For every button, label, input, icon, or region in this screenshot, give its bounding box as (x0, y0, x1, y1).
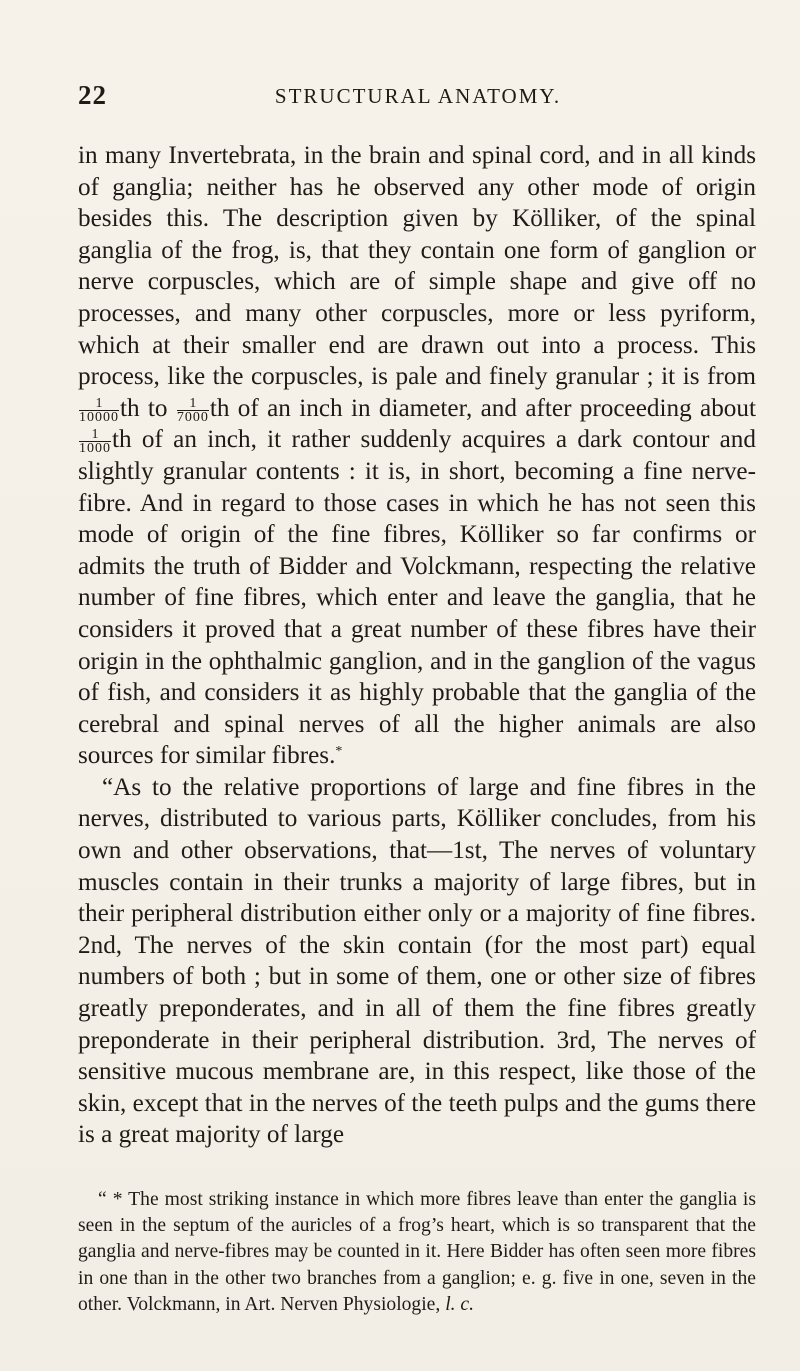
fraction-2-numerator: 1 (177, 397, 209, 411)
fraction-1 (79, 397, 119, 424)
fraction-1-denominator: 10000 (79, 409, 119, 425)
paragraph-1-text-d: th of an inch, it rather suddenly acquires a dark contour and slightly granular contents : it is, in short, becoming a fine nerve-fibre. And in regard to those cases in which he has not seen this mode of origin of the fine fibres, Kölliker so far confirms or admits the truth of Bidder and Volckmann, respecting the relative number of fine fibres, which enter and leave the ganglia, that he considers it proved that a great number of these fibres have their origin in the ophthalmic ganglion, and in the ganglion of the vagus of fish, and considers it as highly probable that the ganglia of the cerebral and spinal nerves of all the higher animals are also sources for similar fibres. (78, 426, 756, 770)
fraction-3-numerator: 1 (79, 428, 111, 442)
fraction-2 (177, 397, 209, 424)
paragraph-1 (78, 140, 756, 772)
paragraph-2: “As to the relative proportions of large and fine fibres in the nerves, distributed to various parts, Kölliker concludes, from his own and other observations, that—1st, The nerves of voluntary muscles contain in their trunks a majority of large fibres, but in their peripheral distribution either only or a majority of fine fibres. 2nd, The nerves of the skin contain (for the most part) equal numbers of both ; but in some of them, one or other size of fibres greatly preponderates, and in all of them the fine fibres greatly preponderate in their peripheral distribution. 3rd, The nerves of sensitive mucous membrane are, in this respect, like those of the skin, except that in the nerves of the teeth pulps and the gums there is a great majority of large (78, 773, 756, 1149)
footnote-marker: * (335, 744, 343, 760)
running-head: STRUCTURAL ANATOMY. (274, 84, 562, 108)
body-text (78, 140, 756, 1151)
fraction-1-numerator: 1 (79, 397, 119, 411)
fraction-3 (79, 428, 111, 455)
footnote-text: “ * The most striking instance in which more fibres leave than enter the ganglia is seen in the septum of the auricles of a frog’s heart, which is so transparent that the ganglia and nerve-fibres may be counted in it. Here Bidder has often seen more fibres in one than in the other two branches from a ganglion; e. g. five in one, seven in the other. Volckmann, in Art. Nerven Physiologie, (78, 1189, 756, 1315)
paragraph-1-text-a: in many Invertebrata, in the brain and spinal cord, and in all kinds of ganglia; neither has he observed any other mode of origin besides this. The description given by Kölliker, of the spinal ganglia of the frog, is, that they contain one form of ganglion or nerve corpuscles, which are of simple shape and give off no processes, and many other corpuscles, more or less pyriform, which at their smaller end are drawn out into a process. This process, like the corpuscles, is pale and finely granular ; it is from (78, 142, 756, 391)
page-header (78, 80, 758, 114)
paragraph-1-text-c: th of an inch in diameter, and after proceeding about (209, 394, 756, 422)
paragraph-1-text-b: th to (120, 394, 168, 422)
fraction-2-denominator: 7000 (176, 409, 209, 425)
footnote (78, 1187, 756, 1318)
footnote-citation: l. c. (445, 1293, 475, 1315)
page-number: 22 (78, 80, 107, 110)
fraction-3-denominator: 1000 (79, 441, 111, 457)
